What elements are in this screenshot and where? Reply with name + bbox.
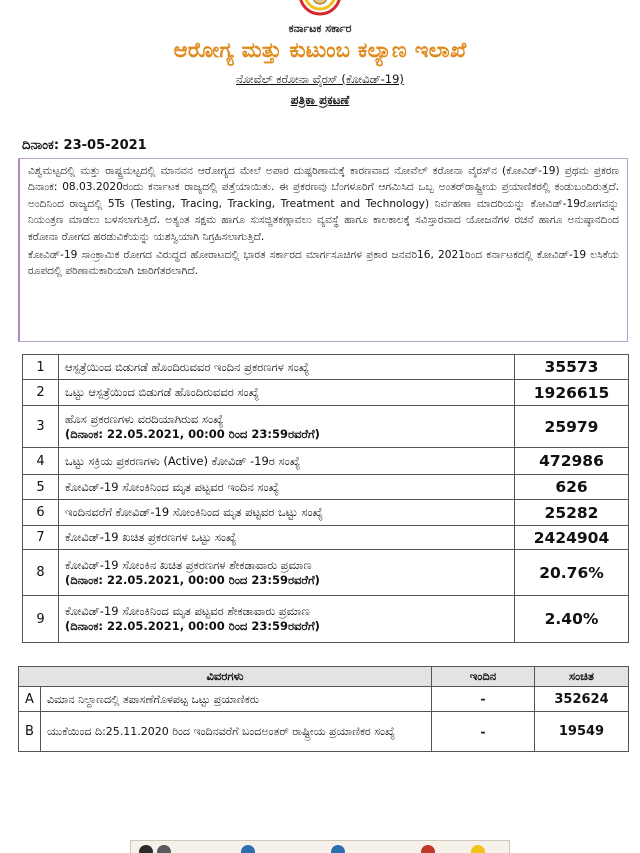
row-cumulative: 352624	[535, 687, 629, 712]
person-icon	[331, 845, 345, 853]
details-table	[18, 666, 629, 752]
row-today: -	[432, 687, 535, 712]
row-number: 8	[23, 550, 59, 596]
table-row	[23, 380, 629, 406]
header-details: ವಿವರಗಳು	[19, 667, 432, 687]
row-value: 35573	[515, 355, 629, 380]
header-today: ಇಂದಿನ	[432, 667, 535, 687]
row-number: 5	[23, 475, 59, 500]
table-row	[23, 550, 629, 596]
row-description: ಕೋವಿಡ್-19 ಸೋಂಕಿನಿಂದ ಮೃತ ಪಟ್ಟವರ ಶೇಕಡಾವಾರು ಪ್ರಮಾಣ	[65, 604, 310, 618]
table-row	[23, 355, 629, 380]
person-icon	[241, 845, 255, 853]
release-type: ಪತ್ರಿಕಾ ಪ್ರಕಟಣೆ	[290, 93, 350, 107]
row-description: ಒಟ್ಟು ಆಸ್ಪತ್ರೆಯಿಂದ ಬಿಡುಗಡೆ ಹೊಂದಿರುವವರ ಸಂಖ್ಯೆ	[65, 385, 260, 399]
row-date-range: (ದಿನಾಂಕ: 22.05.2021, 00:00 ರಿಂದ 23:59ರವರೆಗೆ)	[65, 572, 320, 587]
row-number: 1	[23, 355, 59, 380]
row-value: 20.76%	[515, 550, 629, 596]
row-description: ಕೋವಿಡ್-19 ಸೋಂಕಿನಿಂದ ಮೃತ ಪಟ್ಟವರ ಇಂದಿನ ಸಂಖ್ಯೆ	[65, 479, 279, 494]
row-cumulative: 19549	[535, 712, 629, 752]
row-id: A	[19, 687, 41, 712]
row-description: ಹೊಸ ಪ್ರಕರಣಗಳು ವರದಿಯಾಗಿರುವ ಸಂಖ್ಯೆ	[65, 411, 224, 426]
table-row	[19, 687, 629, 712]
row-date-range: (ದಿನಾಂಕ: 22.05.2021, 00:00 ರಿಂದ 23:59ರವರೆಗೆ)	[65, 426, 320, 441]
row-description: ಕೋವಿಡ್-19 ಖಚಿತ ಪ್ರಕರಣಗಳ ಒಟ್ಟು ಸಂಖ್ಯೆ	[65, 530, 237, 544]
intro-box	[18, 158, 628, 342]
header-cumulative: ಸಂಚಿತ	[535, 667, 629, 687]
intro-paragraph: ವಿಶ್ವಮಟ್ಟದಲ್ಲಿ ಮತ್ತು ರಾಷ್ಟ್ರಮಟ್ಟದಲ್ಲಿ ಮಾನವನ ಆರೋಗ್ಯದ ಮೇಲೆ ಅಪಾರ ದುಷ್ಪರಿಣಾಮಕ್ಕೆ ಕಾರಣವಾದ ನೋವೆಲ್ ಕರೋನಾ ವೈರಸ್‌ನ (ಕೋವಿಡ್-19) ಪ್ರಥಮ ಪ್ರಕರಣ ದಿನಾಂಕ: 08.03.2020ರಂದು ಕರ್ನಾಟಕ ರಾಜ್ಯದಲ್ಲಿ ಪತ್ತೆಯಾಯಿತು. ಈ ಪ್ರಕರಣವು ಬೆಂಗಳೂರಿಗೆ ಆಗಮಿಸಿದ ಒಬ್ಬ ಅಂತರ್‌ರಾಷ್ಟ್ರೀಯ ಪ್ರಯಾಣಿಕರಲ್ಲಿ ಕಂಡುಬಂದಿರುತ್ತದೆ. ಅಂದಿನಿಂದ ರಾಜ್ಯದಲ್ಲಿ 5Ts (Testing, Tracing, Tracking, Treatment and Technology) ನಿರ್ವಹಣಾ ಮಾದರಿಯನ್ನು ಕೋವಿಡ್-19ರೋಗವನ್ನು ನಿಯಂತ್ರಣ ಮಾಡಲು ಬಳಸಲಾಗುತ್ತಿದೆ. ಅತ್ಯಂತ ಸಕ್ಷಮ ಹಾಗೂ ಸುಸಜ್ಜಿತಕಣ್ಗಾವಲು ವ್ಯವಸ್ಥೆ ಹಾಗೂ ಕಾಲಕಾಲಕ್ಕೆ ಸವಿಸ್ತಾರವಾದ ಯೋಜನೆಗಳ ರಚನೆ ಹಾಗೂ ಅನುಷ್ಠಾನದಿಂದ ಕರೋನಾ ರೋಗದ ಹರಡುವಿಕೆಯನ್ನು ಯಶಸ್ವಿಯಾಗಿ ನಿಗ್ರಹಿಸಲಾಗುತ್ತಿದೆ.	[28, 165, 619, 243]
row-description: ಇಂದಿನವರೆಗೆ ಕೋವಿಡ್-19 ಸೋಂಕಿನಿಂದ ಮೃತ ಪಟ್ಟವರ ಒಟ್ಟು ಸಂಖ್ಯೆ	[65, 505, 323, 519]
table-row	[23, 406, 629, 448]
karnataka-emblem-icon	[296, 0, 344, 18]
person-icon	[139, 845, 153, 853]
table-row	[23, 475, 629, 500]
department-title: ಆರೋಗ್ಯ ಮತ್ತು ಕುಟುಂಬ ಕಲ್ಯಾಣ ಇಲಾಖೆ	[173, 38, 467, 62]
row-value: 2.40%	[515, 596, 629, 643]
person-icon	[157, 845, 171, 853]
table-header-row	[19, 667, 629, 687]
vaccine-paragraph: ಕೋವಿಡ್-19 ಸಾಂಕ್ರಾಮಿಕ ರೋಗದ ವಿರುದ್ಧದ ಹೋರಾಟದಲ್ಲಿ ಭಾರತ ಸರ್ಕಾರದ ಮಾರ್ಗಸೂಚಿಗಳ ಪ್ರಕಾರ ಜನವರಿ16, 2021ರಿಂದ ಕರ್ನಾಟಕದಲ್ಲಿ ಕೋವಿಡ್-19 ಲಸಿಕೆಯ ರೂಪದಲ್ಲಿ ಪರಿಣಾಮಕಾರಿಯಾಗಿ ಜಾರಿಗೆತರಲಾಗಿದೆ.	[28, 249, 619, 278]
date-line: ದಿನಾಂಕ: 23-05-2021	[22, 138, 147, 153]
row-number: 7	[23, 526, 59, 550]
row-id: B	[19, 712, 41, 752]
stats-table	[22, 354, 629, 643]
row-value: 626	[515, 475, 629, 500]
row-description: ವಿಮಾನ ನಿಲ್ದಾಣದಲ್ಲಿ ತಪಾಸಣೆಗೊಳಪಟ್ಟ ಒಟ್ಟು ಪ್ರಯಾಣಿಕರು	[41, 687, 432, 712]
subject-line: ನೋವೆಲ್ ಕರೋನಾ ವೈರಸ್ (ಕೋವಿಡ್-19)	[236, 72, 404, 86]
table-row	[19, 712, 629, 752]
table-row	[23, 596, 629, 643]
row-value: 2424904	[515, 526, 629, 550]
row-description: ಆಸ್ಪತ್ರೆಯಿಂದ ಬಿಡುಗಡೆ ಹೊಂದಿರುವವರ ಇಂದಿನ ಪ್ರಕರಣಗಳ ಸಂಖ್ಯೆ	[65, 359, 310, 374]
table-row	[23, 500, 629, 526]
row-value: 472986	[515, 448, 629, 475]
row-number: 4	[23, 448, 59, 475]
emblem-small-icon	[471, 845, 485, 853]
table-row	[23, 448, 629, 475]
row-number: 3	[23, 406, 59, 448]
table-row	[23, 526, 629, 550]
row-number: 2	[23, 380, 59, 406]
row-description: ಒಟ್ಟು ಸಕ್ರಿಯ ಪ್ರಕರಣಗಳು (Active) ಕೋವಿಡ್ -19ರ ಸಂಖ್ಯೆ	[65, 453, 301, 468]
row-description: ಯುಕೆಯಿಂದ ದಿ:25.11.2020 ರಿಂದ ಇಂದಿನವರೆಗೆ ಬಂದಅಂತರ್ ರಾಷ್ಟ್ರೀಯ ಪ್ರಯಾಣಿಕರ ಸಂಖ್ಯೆ	[41, 712, 432, 752]
row-date-range: (ದಿನಾಂಕ: 22.05.2021, 00:00 ರಿಂದ 23:59ರವರೆಗೆ)	[65, 619, 320, 633]
row-description: ಕೋವಿಡ್-19 ಸೋಂಕಿನ ಖಚಿತ ಪ್ರಕರಣಗಳ ಶೇಕಡಾವಾರು ಪ್ರಮಾಣ	[65, 557, 312, 572]
row-today: -	[432, 712, 535, 752]
row-number: 9	[23, 596, 59, 643]
government-name: ಕರ್ನಾಟಕ ಸರ್ಕಾರ	[288, 22, 352, 35]
row-number: 6	[23, 500, 59, 526]
person-icon	[421, 845, 435, 853]
row-value: 1926615	[515, 380, 629, 406]
bottom-banner-fragment	[130, 840, 510, 853]
row-value: 25979	[515, 406, 629, 448]
row-value: 25282	[515, 500, 629, 526]
